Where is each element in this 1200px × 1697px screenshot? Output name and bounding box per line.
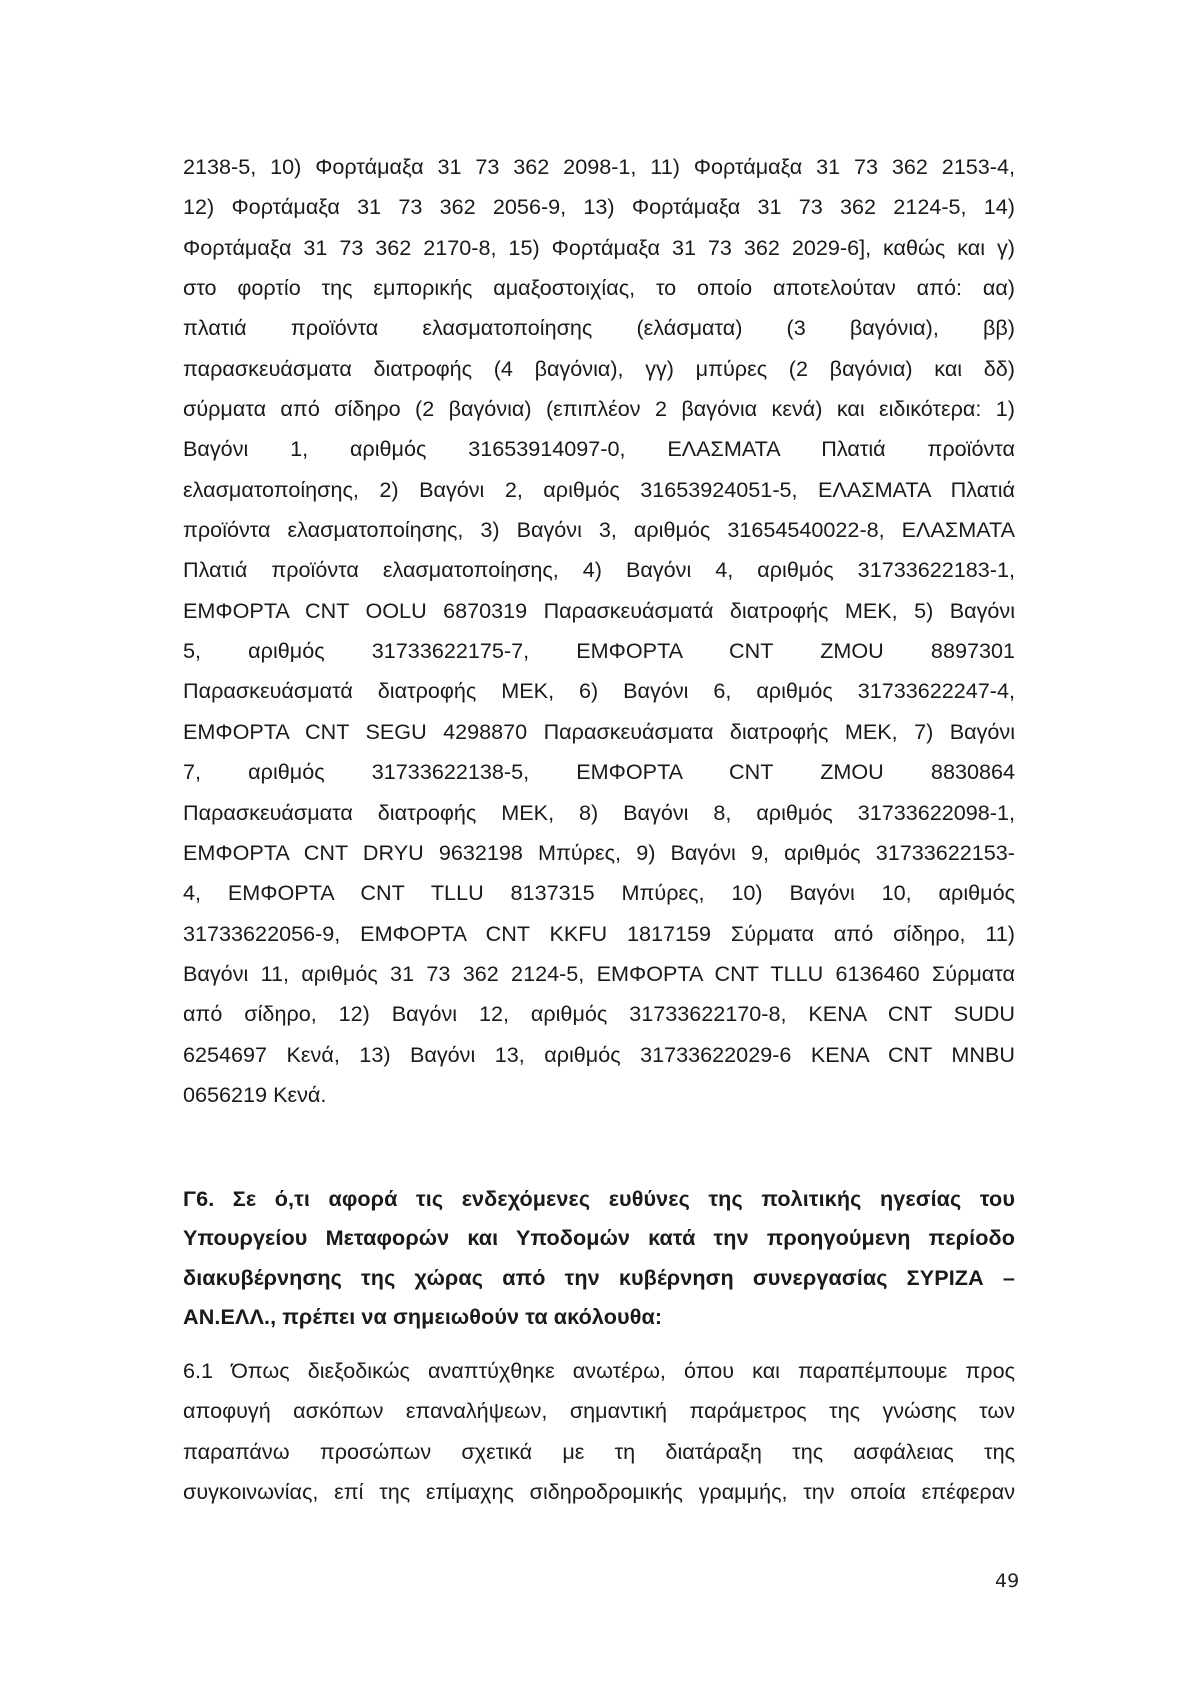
text-line: πλατιά προϊόντα ελασματοποίησης (ελάσματα) (3 βαγόνια), ββ) xyxy=(183,315,1015,341)
body-paragraph-6-1 xyxy=(183,1351,1015,1512)
heading-line: ΑΝ.ΕΛΛ., πρέπει να σημειωθούν τα ακόλουθα: xyxy=(183,1304,663,1330)
text-line: Πλατιά προϊόντα ελασματοποίησης, 4) Βαγόνι 4, αριθμός 31733622183-1, xyxy=(183,557,1015,583)
heading-line: Γ6. Σε ό,τι αφορά τις ενδεχόμενες ευθύνες της πολιτικής ηγεσίας του xyxy=(183,1186,1015,1211)
text-line: αποφυγή ασκόπων επαναλήψεων, σημαντική παράμετρος της γνώσης των xyxy=(183,1398,1015,1424)
text-line: από σίδηρο, 12) Βαγόνι 12, αριθμός 31733622170-8, ΚΕΝΑ CNT SUDU xyxy=(183,1001,1015,1027)
text-line: στο φορτίο της εμπορικής αμαξοστοιχίας, το οποίο αποτελούταν από: αα) xyxy=(183,275,1015,301)
text-line: 5, αριθμός 31733622175-7, ΕΜΦΟΡΤΑ CNT ZMOU 8897301 xyxy=(183,638,1015,664)
text-line: Βαγόνι 11, αριθμός 31 73 362 2124-5, ΕΜΦΟΡΤΑ CNT TLLU 6136460 Σύρματα xyxy=(183,960,1015,986)
heading-line: διακυβέρνησης της χώρας από την κυβέρνηση συνεργασίας ΣΥΡΙΖΑ – xyxy=(183,1264,1015,1290)
text-line: Παρασκευάσματά διατροφής ΜΕΚ, 6) Βαγόνι 6, αριθμός 31733622247-4, xyxy=(183,678,1015,704)
text-line: συγκοινωνίας, επί της επίμαχης σιδηροδρομικής γραμμής, την οποία επέφεραν xyxy=(183,1479,1015,1505)
text-line: 4, ΕΜΦΟΡΤΑ CNT TLLU 8137315 Μπύρες, 10) Βαγόνι 10, αριθμός xyxy=(183,880,1015,906)
text-line: ΕΜΦΟΡΤΑ CNT SEGU 4298870 Παρασκευάσματα διατροφής ΜΕΚ, 7) Βαγόνι xyxy=(183,718,1015,744)
text-line: παραπάνω προσώπων σχετικά με τη διατάραξη της ασφάλειας της xyxy=(183,1438,1015,1464)
text-line: 0656219 Κενά. xyxy=(183,1081,327,1107)
text-line: 6254697 Κενά, 13) Βαγόνι 13, αριθμός 31733622029-6 ΚΕΝΑ CNT MNBU xyxy=(183,1041,1015,1067)
text-line: προϊόντα ελασματοποίησης, 3) Βαγόνι 3, αριθμός 31654540022-8, ΕΛΑΣΜΑΤΑ xyxy=(183,517,1015,543)
text-line: ΕΜΦΟΡΤΑ CNT OOLU 6870319 Παρασκευάσματά διατροφής ΜΕΚ, 5) Βαγόνι xyxy=(183,597,1015,623)
heading-line: Υπουργείου Μεταφορών και Υποδομών κατά την προηγούμενη περίοδο xyxy=(183,1225,1015,1251)
text-line: Παρασκευάσματα διατροφής ΜΕΚ, 8) Βαγόνι 8, αριθμός 31733622098-1, xyxy=(183,799,1015,825)
text-line: παρασκευάσματα διατροφής (4 βαγόνια), γγ) μπύρες (2 βαγόνια) και δδ) xyxy=(183,355,1015,381)
text-line: 12) Φορτάμαξα 31 73 362 2056-9, 13) Φορτάμαξα 31 73 362 2124-5, 14) xyxy=(183,194,1015,220)
text-line: 6.1 Όπως διεξοδικώς αναπτύχθηκε ανωτέρω, όπου και παραπέμπουμε προς xyxy=(183,1358,1015,1383)
page-number: 49 xyxy=(995,1570,1020,1592)
section-heading-g6 xyxy=(183,1179,1015,1337)
text-line: 31733622056-9, ΕΜΦΟΡΤΑ CNT KKFU 1817159 Σύρματα από σίδηρο, 11) xyxy=(183,920,1015,946)
text-line: ΕΜΦΟΡΤΑ CNT DRYU 9632198 Μπύρες, 9) Βαγόνι 9, αριθμός 31733622153- xyxy=(183,839,1015,865)
text-line: ελασματοποίησης, 2) Βαγόνι 2, αριθμός 31653924051-5, ΕΛΑΣΜΑΤΑ Πλατιά xyxy=(183,476,1015,502)
text-line: 2138-5, 10) Φορτάμαξα 31 73 362 2098-1, 11) Φορτάμαξα 31 73 362 2153-4, xyxy=(183,154,1015,179)
text-line: 7, αριθμός 31733622138-5, ΕΜΦΟΡΤΑ CNT ZMOU 8830864 xyxy=(183,759,1015,785)
body-paragraph-1 xyxy=(183,147,1015,1115)
text-line: Φορτάμαξα 31 73 362 2170-8, 15) Φορτάμαξα 31 73 362 2029-6], καθώς και γ) xyxy=(183,234,1015,260)
text-line: σύρματα από σίδηρο (2 βαγόνια) (επιπλέον 2 βαγόνια κενά) και ειδικότερα: 1) xyxy=(183,396,1015,422)
text-line: Βαγόνι 1, αριθμός 31653914097-0, ΕΛΑΣΜΑΤΑ Πλατιά προϊόντα xyxy=(183,436,1015,462)
